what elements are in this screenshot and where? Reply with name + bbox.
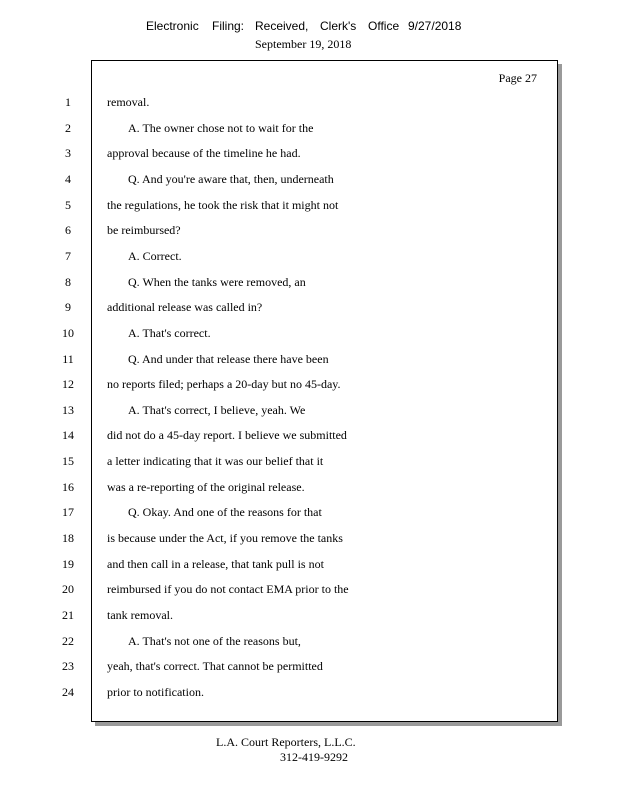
transcript-line: did not do a 45-day report. I believe we submitted	[107, 428, 347, 443]
filing-stamp	[0, 19, 618, 39]
transcript-line: the regulations, he took the risk that it might not	[107, 197, 339, 212]
transcript-line: A. That's correct.	[128, 325, 211, 340]
line-number: 13	[62, 402, 74, 417]
transcript-line: yeah, that's correct. That cannot be permitted	[107, 659, 323, 674]
line-number: 16	[62, 479, 74, 494]
transcript-line: a letter indicating that it was our belief that it	[107, 454, 324, 469]
line-number: 23	[62, 659, 74, 674]
line-number: 3	[65, 146, 71, 161]
line-number: 20	[62, 582, 74, 597]
line-number: 19	[62, 556, 74, 571]
transcript-line: is because under the Act, if you remove the tanks	[107, 531, 343, 546]
filing-word-electronic: Electronic	[146, 19, 199, 33]
transcript-line: additional release was called in?	[107, 300, 263, 315]
line-number: 4	[65, 171, 71, 186]
filing-word-clerks: Clerk's	[320, 19, 357, 33]
line-number: 6	[65, 223, 71, 238]
line-number: 10	[62, 325, 74, 340]
line-number: 1	[65, 95, 71, 109]
filing-word-filing: Filing:	[212, 19, 245, 33]
line-number: 24	[62, 684, 74, 699]
transcript-line: Q. And you're aware that, then, underneath	[128, 171, 334, 186]
filing-word-office: Office	[368, 19, 400, 33]
page-number: Page 27	[498, 71, 537, 85]
line-number: 12	[62, 377, 74, 392]
deposition-date: September 19, 2018	[255, 37, 352, 51]
transcript-line: A. That's not one of the reasons but,	[128, 633, 301, 648]
line-number: 21	[62, 608, 74, 622]
line-number: 2	[65, 120, 71, 135]
transcript-line: no reports filed; perhaps a 20-day but no 45-day.	[107, 377, 341, 392]
transcript-line: Q. Okay. And one of the reasons for that	[128, 505, 322, 520]
line-number: 22	[62, 633, 74, 648]
transcript-line: prior to notification.	[107, 684, 204, 699]
filing-word-received: Received,	[255, 19, 309, 33]
transcript-line: A. Correct.	[128, 248, 182, 263]
filing-date: 9/27/2018	[408, 19, 462, 33]
transcript-line: reimbursed if you do not contact EMA prior to the	[107, 582, 349, 597]
line-number: 15	[62, 454, 74, 469]
court-reporter-phone: 312-419-9292	[280, 750, 348, 764]
transcript-line: tank removal.	[107, 608, 173, 622]
transcript-line: Q. When the tanks were removed, an	[128, 274, 306, 289]
transcript-line: be reimbursed?	[107, 223, 181, 238]
transcript-line: removal.	[107, 95, 150, 109]
transcript-line: was a re-reporting of the original release.	[107, 479, 305, 494]
line-number: 7	[65, 248, 71, 263]
transcript-line: approval because of the timeline he had.	[107, 146, 301, 161]
line-number: 8	[65, 274, 71, 289]
transcript-line: A. That's correct, I believe, yeah. We	[128, 402, 306, 417]
transcript-line: and then call in a release, that tank pull is not	[107, 556, 324, 571]
line-number: 5	[65, 197, 71, 212]
line-number: 18	[62, 531, 74, 546]
line-number: 11	[62, 351, 74, 366]
court-reporter-name: L.A. Court Reporters, L.L.C.	[216, 735, 356, 749]
transcript-line: Q. And under that release there have been	[128, 351, 329, 366]
line-number: 14	[62, 428, 74, 443]
transcript-line: A. The owner chose not to wait for the	[128, 120, 314, 135]
line-number: 17	[62, 505, 74, 520]
line-number: 9	[65, 300, 71, 315]
